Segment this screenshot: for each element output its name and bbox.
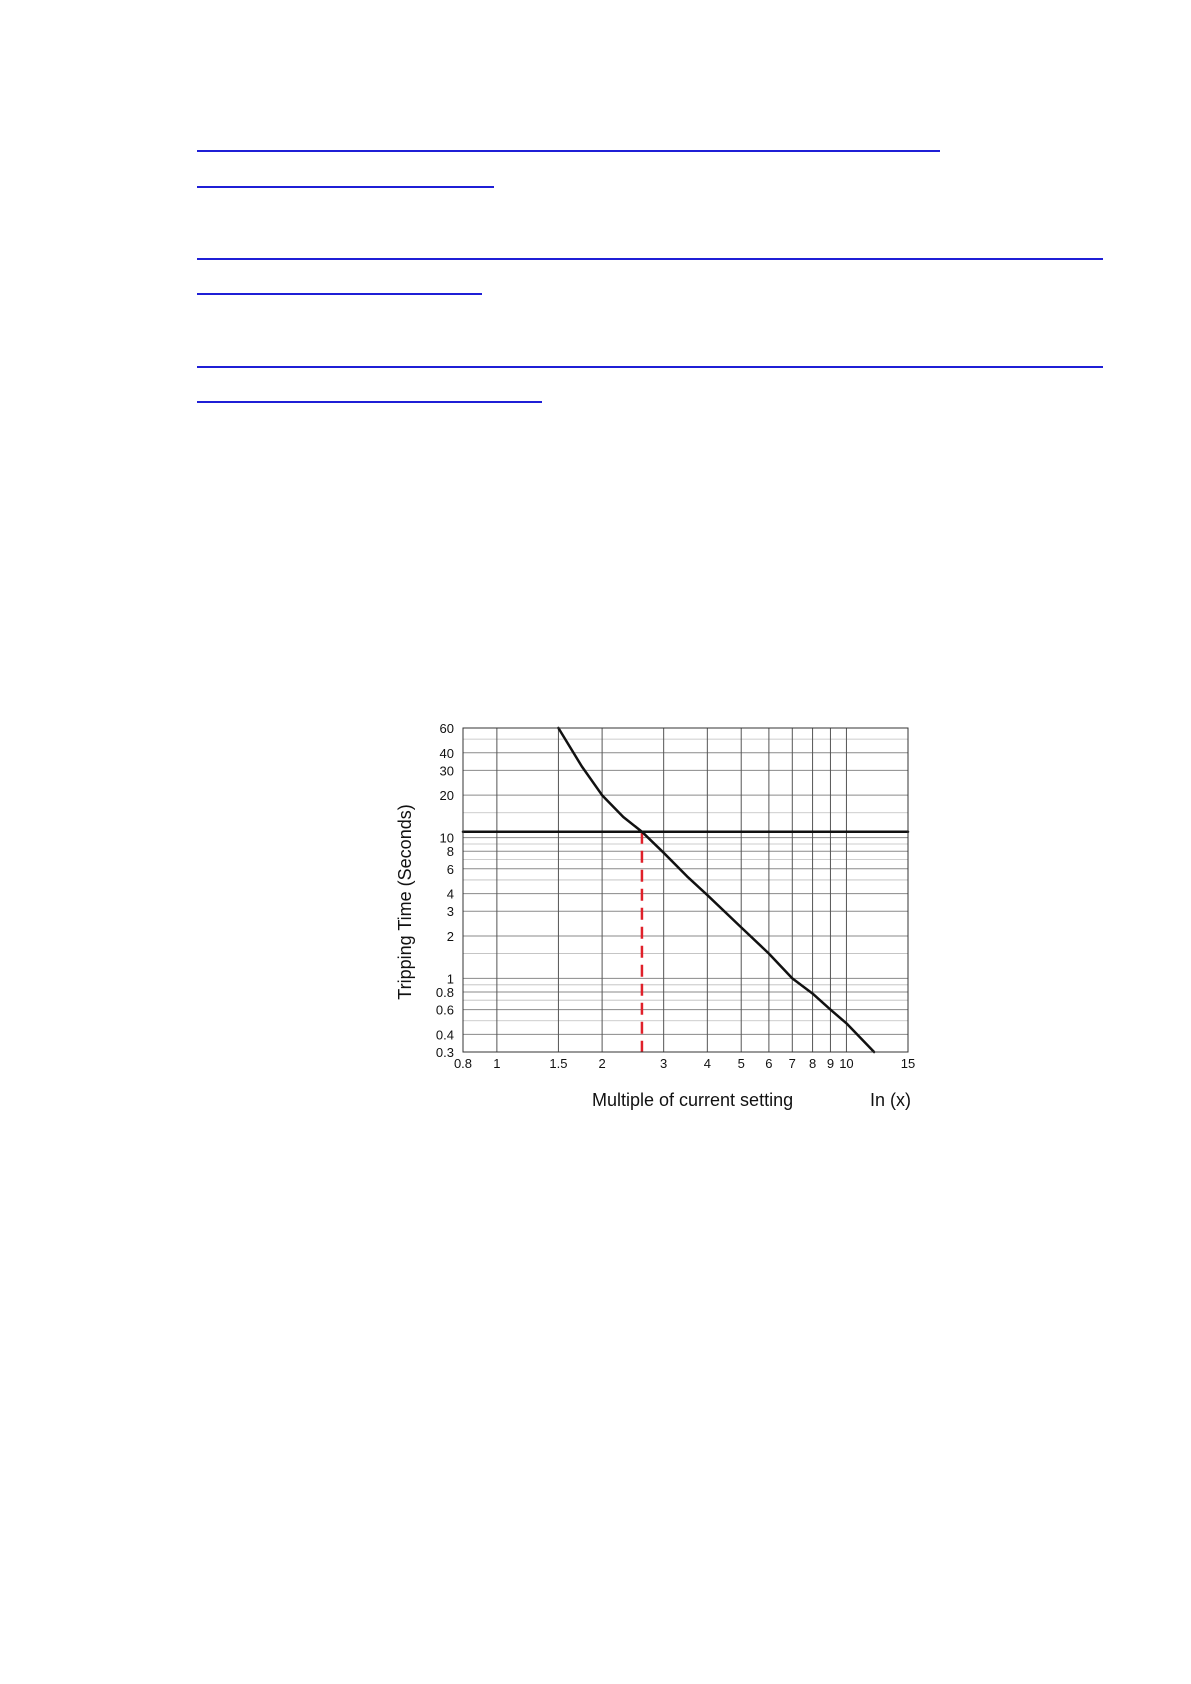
chart-annotations: [463, 832, 642, 1052]
x-tick-label: 10: [839, 1056, 854, 1071]
y-tick-label: 30: [439, 763, 454, 779]
plot-frame: [463, 728, 908, 1052]
x-tick-label: 1: [493, 1056, 501, 1071]
chart-grid: [463, 728, 908, 1052]
y-tick-label: 40: [439, 745, 454, 761]
y-tick-label: 10: [439, 830, 454, 846]
tripping-curve-line: [558, 728, 874, 1052]
chart-series: [463, 728, 908, 1052]
x-tick-label: 8: [808, 1056, 817, 1071]
x-axis-unit-label: In (x): [870, 1090, 912, 1110]
x-tick-label: 1.5: [549, 1056, 568, 1071]
x-tick-label: 0.8: [453, 1056, 473, 1071]
x-tick-label: 7: [788, 1056, 796, 1071]
x-axis-label: Multiple of current setting: [592, 1090, 794, 1110]
y-tick-label: 20: [439, 788, 454, 804]
x-tick-label: 2: [598, 1056, 606, 1071]
y-tick-label: 0.6: [435, 1002, 454, 1018]
x-tick-label: 15: [900, 1056, 916, 1071]
y-tick-label: 3: [446, 904, 454, 920]
x-tick-label: 4: [703, 1056, 711, 1071]
y-tick-label: 0.8: [435, 985, 454, 1001]
y-tick-label: 1: [446, 971, 454, 987]
x-tick-label: 6: [765, 1056, 773, 1071]
y-tick-label: 60: [439, 721, 454, 736]
tick-labels: [436, 721, 915, 1071]
y-tick-label: 0.4: [435, 1027, 454, 1043]
x-tick-label: 3: [660, 1056, 668, 1071]
y-axis-label: Tripping Time (Seconds): [395, 804, 415, 1000]
y-tick-label: 4: [446, 886, 454, 902]
y-tick-label: 2: [446, 928, 454, 944]
y-tick-label: 0.3: [435, 1045, 454, 1060]
x-tick-label: 5: [737, 1056, 745, 1071]
y-tick-label: 6: [446, 861, 454, 877]
y-tick-label: 8: [446, 844, 454, 860]
x-tick-label: 9: [826, 1056, 835, 1071]
